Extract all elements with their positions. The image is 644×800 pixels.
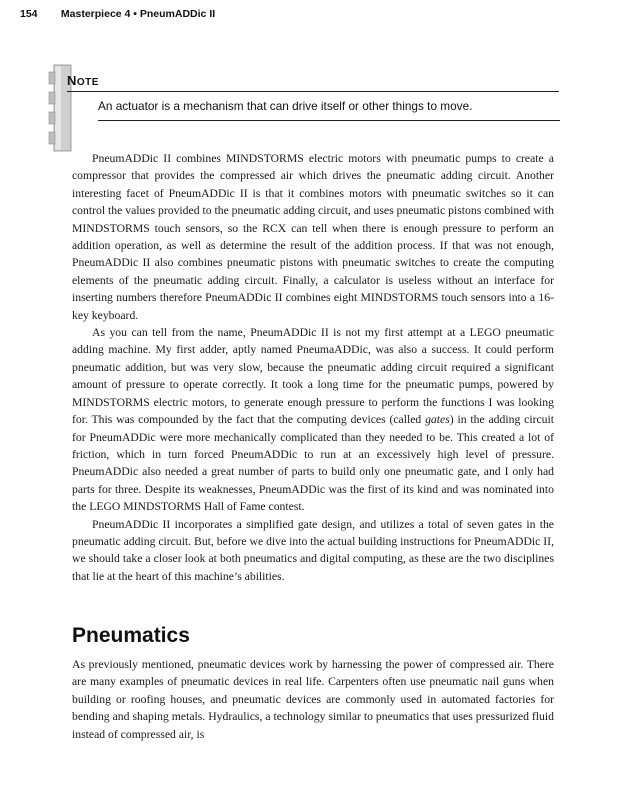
- note-label-rest: OTE: [76, 77, 99, 88]
- section-heading: Pneumatics: [72, 624, 190, 647]
- note-callout: [48, 62, 562, 128]
- note-text: An actuator is a mechanism that can drive itself or other things to move.: [98, 99, 473, 113]
- note-bottom-rule: [98, 120, 560, 121]
- intro-body: [72, 150, 554, 585]
- paragraph-3-text: PneumADDic II incorporates a simplified gate design, and utilizes a total of seven gates in the pneumatic adding circuit. But, before we dive into the actual building instructions for PneumADDic II, we should take a closer look at both pneumatics and digital computing, as these are the two disciplines that lie at the heart of this machine’s abilities.: [72, 517, 554, 583]
- running-title: Masterpiece 4 • PneumADDic II: [60, 8, 216, 20]
- section-paragraph: As previously mentioned, pneumatic devices work by harnessing the power of compressed air. There are many examples of pneumatic devices in real life. Carpenters often use pneumatic nail guns when building or roofing houses, and pneumatic devices are commonly used in automated factories for bending and shaping metals. Hydraulics, a technology similar to pneumatics that uses pressurized fluid instead of compressed air, is: [72, 658, 554, 741]
- gates-term: gates: [425, 413, 450, 427]
- note-label-initial: N: [67, 73, 77, 88]
- paragraph-1: [72, 150, 554, 324]
- note-label: [67, 74, 559, 92]
- paragraph-1-text: PneumADDic II combines MINDSTORMS electric motors with pneumatic pumps to create a compressor that provides the compressed air which drives the pneumatic adding circuit. Another interesting facet of PneumADDic II is that it combines motors with pneumatic switches so it can control the values provided to the pneumatic adding circuit, and uses pneumatic pistons combined with MINDSTORMS touch sensors, so the RCX can tell when there is enough pressure to perform an addition operation, as well as determine the result of the addition process. If that was not enough, PneumADDic II also combines pneumatic pistons with pneumatic switches to create the computing elements of the pneumatic adding circuit. Finally, a calculator is useless without an interface for inserting numbers therefore PneumADDic II combines eight MINDSTORMS touch sensors into a 16-key keyboard.: [72, 152, 554, 322]
- page-number: 154: [20, 8, 38, 20]
- paragraph-2: [72, 324, 554, 515]
- running-header: [20, 8, 215, 20]
- section-body: [72, 656, 554, 743]
- paragraph-2-text-a: As you can tell from the name, PneumADDic II is not my first attempt at a LEGO pneumatic adding machine. My first adder, aptly named PneumaADDic, was also a success. It could perform pneumatic addition, but was very slow, because the pneumatic adding circuit required a significant amount of pressure to operate correctly. It took a long time for the pneumatic pumps, powered by MINDSTORMS electric motors, to generate enough pressure to perform the functions I was looking for. This was compounded by the fact that the computing devices (called: [72, 326, 554, 427]
- paragraph-2-text-b: ) in the adding circuit for PneumADDic were more mechanically complicated than they needed to be. This created a lot of friction, which in turn forced PneumADDic to run at an excessively high level of pressure. PneumADDic also needed a great number of parts to build only one pneumatic gate, and I only had parts for three. Despite its weaknesses, PneumADDic was the first of its kind and was nominated into the LEGO MINDSTORMS Hall of Fame contest.: [72, 413, 554, 514]
- paragraph-3: [72, 516, 554, 586]
